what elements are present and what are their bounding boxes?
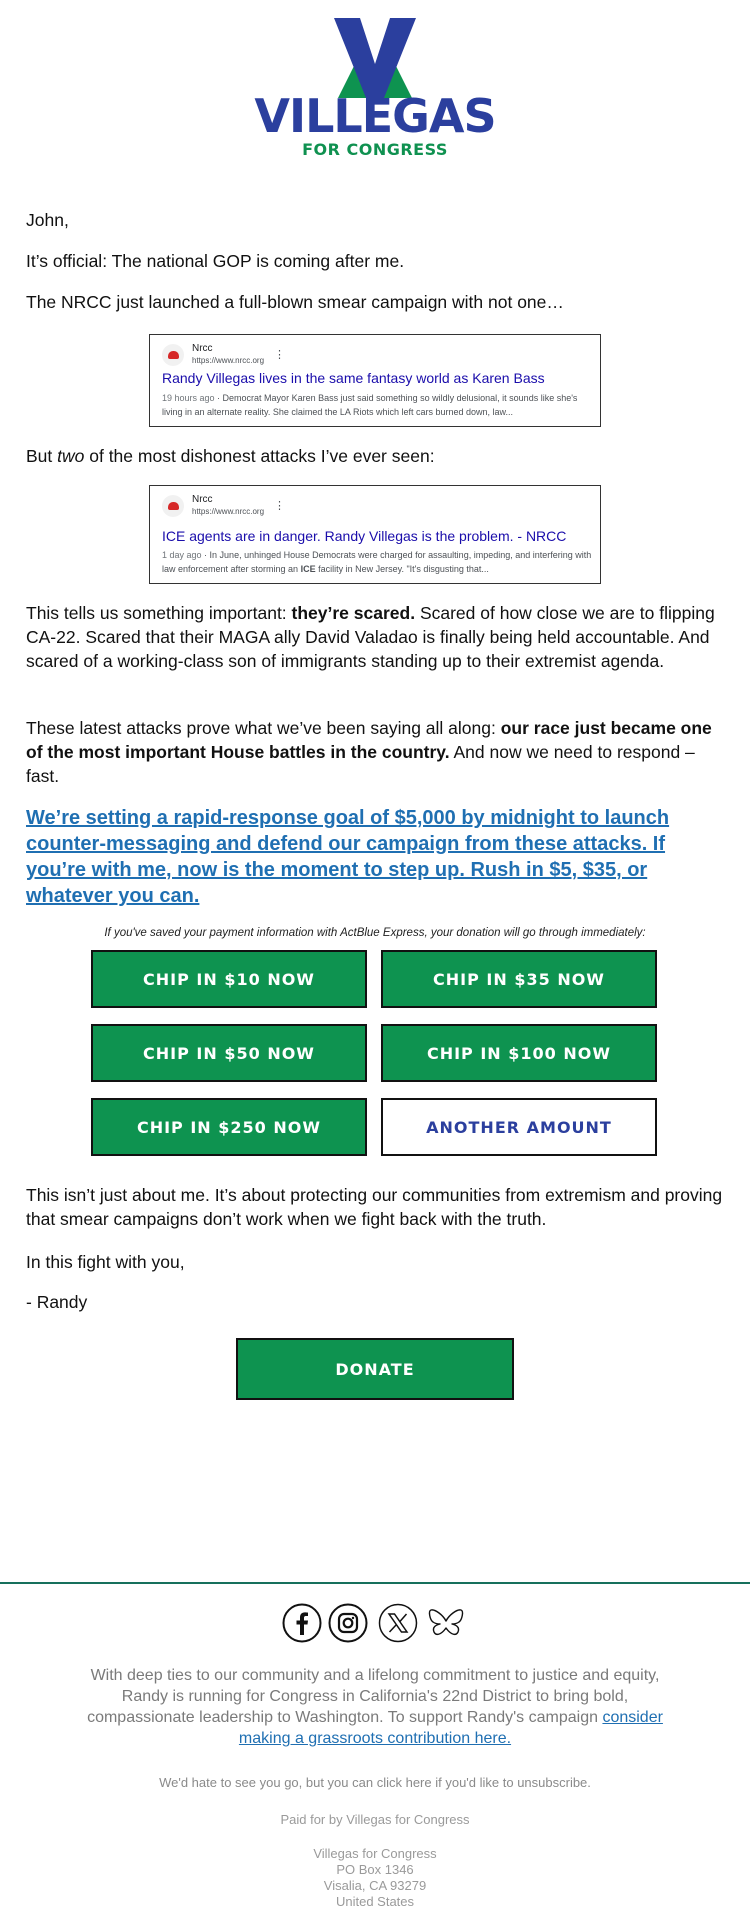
grassroots-contribution-link[interactable]: consider making a grassroots contribution here. xyxy=(238,1709,663,1747)
result-snippet-text: Democrat Mayor Karen Bass just said something so wildly delusional, it sounds like she's living in an alternate reality. She claimed the LA Riots which left cars burned down, law... xyxy=(162,393,578,417)
chip-in-250-button[interactable]: CHIP IN $250 NOW xyxy=(91,1098,367,1156)
actblue-express-note: If you've saved your payment information with ActBlue Express, your donation will go through immediately: xyxy=(104,927,646,939)
result-source-name: Nrcc xyxy=(192,494,213,505)
signature: - Randy xyxy=(26,1292,88,1312)
result-source-url: https://www.nrcc.org xyxy=(192,356,265,365)
chip-in-100-button[interactable]: CHIP IN $100 NOW xyxy=(381,1024,657,1082)
chip-in-50-button[interactable]: CHIP IN $50 NOW xyxy=(91,1024,367,1082)
more-vert-icon: ⋮ xyxy=(274,349,286,361)
footer-about: With deep ties to our community and a lifelong commitment to justice and equity, Randy is running for Congress in California's 22nd District to bring bold, compassionate leadership to Washington. To support Randy's campaign consider making a grassroots contribution here. xyxy=(87,1667,663,1747)
address-line: Visalia, CA 93279 xyxy=(323,1878,427,1893)
nrcc-elephant-icon xyxy=(162,344,184,366)
result-title[interactable]: ICE agents are in danger. Randy Villegas is the problem. - NRCC xyxy=(162,528,567,544)
result-snippet: 1 day ago · In June, unhinged House Democrats were charged for assaulting, impeding, and interfering with law enforcement after storming an ICE facility in New Jersey. "It's disgusting that... xyxy=(162,550,592,574)
paragraph-they-are-scared: This tells us something important: they’re scared. Scared of how close we are to flipping CA-22. Scared that their MAGA ally David Valadao is finally being held accountable. And scared of a working-class son of immigrants standing up to their extremist agenda. xyxy=(26,603,715,671)
footer-address xyxy=(0,1846,750,1910)
paid-for-disclaimer: Paid for by Villegas for Congress xyxy=(280,1812,470,1827)
footer-divider xyxy=(0,1582,750,1584)
emphasis-two: two xyxy=(57,446,85,466)
logo-subtitle: FOR CONGRESS xyxy=(302,140,448,159)
paragraph-important-race: These latest attacks prove what we’ve been saying all along: our race just became one of the most important House battles in the country. And now we need to respond – fast. xyxy=(26,718,712,786)
address-line: Villegas for Congress xyxy=(313,1846,437,1861)
bluesky-icon[interactable] xyxy=(426,1603,466,1643)
chip-in-35-button[interactable]: CHIP IN $35 NOW xyxy=(381,950,657,1008)
paragraph-smear-campaign: The NRCC just launched a full-blown smear campaign with not one… xyxy=(26,292,564,312)
nrcc-elephant-icon xyxy=(162,495,184,517)
result-age: 1 day ago xyxy=(162,550,202,560)
result-snippet: 19 hours ago · Democrat Mayor Karen Bass just said something so wildly delusional, it sounds like she's living in an alternate reality. She claimed the LA Riots which left cars burned down, law... xyxy=(162,393,578,417)
paragraph-official: It’s official: The national GOP is coming after me. xyxy=(26,251,405,271)
search-result-card-2[interactable] xyxy=(149,485,601,584)
another-amount-button[interactable]: ANOTHER AMOUNT xyxy=(381,1098,657,1156)
logo-v-mark-icon xyxy=(300,18,450,98)
result-source-name: Nrcc xyxy=(192,343,213,354)
facebook-icon[interactable] xyxy=(282,1603,322,1643)
logo-name: VILLEGAS xyxy=(254,89,496,143)
instagram-icon[interactable] xyxy=(328,1603,368,1643)
chip-in-10-button[interactable]: CHIP IN $10 NOW xyxy=(91,950,367,1008)
paragraph-two-attacks: But two of the most dishonest attacks I’ve ever seen: xyxy=(26,446,435,466)
campaign-logo xyxy=(0,18,750,159)
more-vert-icon: ⋮ xyxy=(274,500,286,512)
unsubscribe-text[interactable]: We'd hate to see you go, but you can click here if you'd like to unsubscribe. xyxy=(159,1775,591,1790)
address-line: PO Box 1346 xyxy=(336,1862,414,1877)
signoff: In this fight with you, xyxy=(26,1252,185,1272)
x-icon[interactable] xyxy=(378,1603,418,1643)
donate-button[interactable]: DONATE xyxy=(236,1338,514,1400)
result-age: 19 hours ago xyxy=(162,393,215,403)
address-line: United States xyxy=(335,1894,415,1909)
result-source-url: https://www.nrcc.org xyxy=(192,507,265,516)
paragraph-not-just-about-me: This isn’t just about me. It’s about protecting our communities from extremism and proving that smear campaigns don’t work when we fight back with the truth. xyxy=(26,1185,723,1229)
result-title[interactable]: Randy Villegas lives in the same fantasy world as Karen Bass xyxy=(162,370,545,386)
greeting: John, xyxy=(26,210,69,230)
search-result-card-1[interactable] xyxy=(149,334,601,427)
rapid-response-cta-link[interactable]: We’re setting a rapid-response goal of $5,000 by midnight to launch counter-messaging and defend our campaign from these attacks. If you’re with me, now is the moment to step up. Rush in $5, $35, or whatever you can. xyxy=(26,807,670,907)
